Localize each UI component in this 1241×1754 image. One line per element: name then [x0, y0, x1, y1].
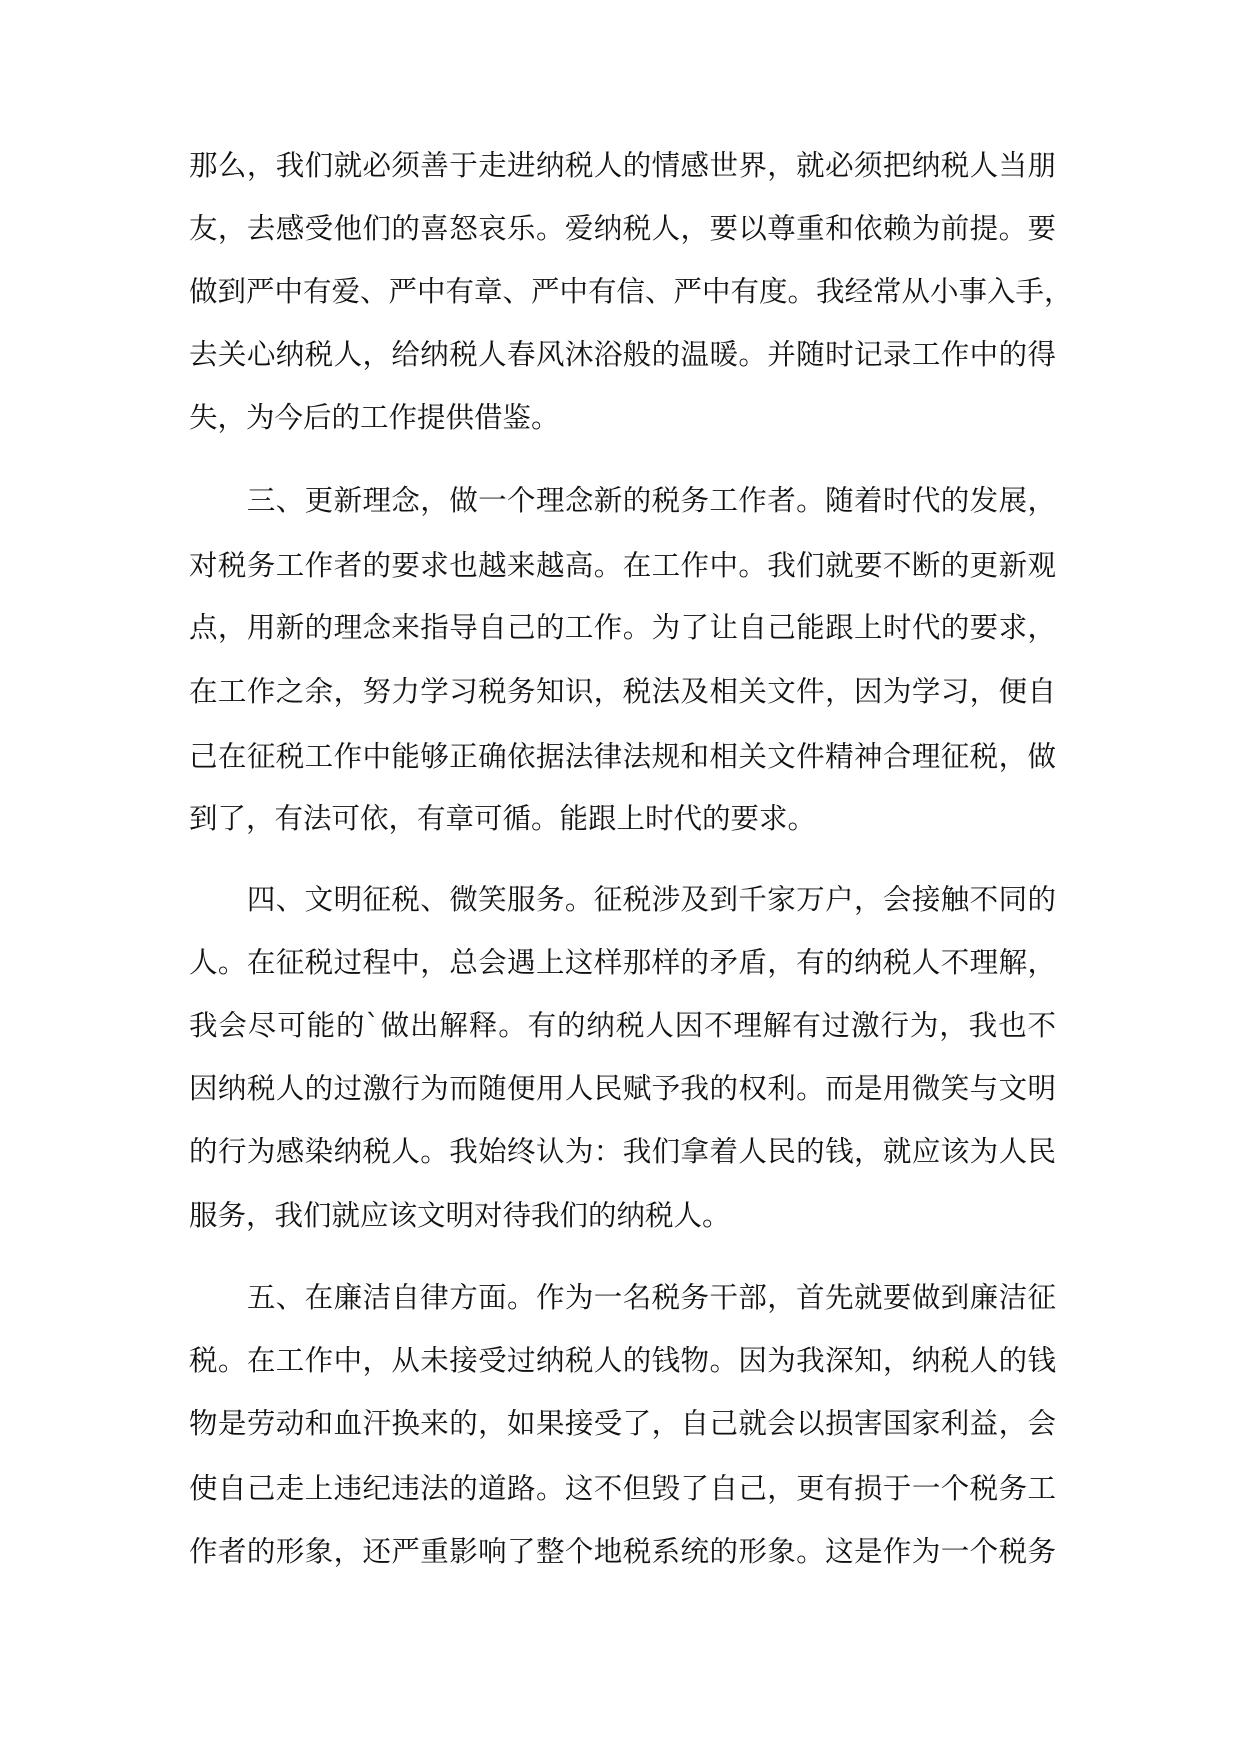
text-line: 因纳税人的过激行为而随便用人民赋予我的权利。而是用微笑与文明	[189, 1072, 1056, 1105]
text-line: 使自己走上违纪违法的道路。这不但毁了自己，更有损于一个税务工	[189, 1472, 1056, 1505]
text-line: 我会尽可能的`做出解释。有的纳税人因不理解有过激行为，我也不	[189, 1009, 1056, 1042]
text-line: 对税务工作者的要求也越来越高。在工作中。我们就要不断的更新观	[189, 549, 1056, 582]
text-line: 友，去感受他们的喜怒哀乐。爱纳税人，要以尊重和依赖为前提。要	[189, 212, 1056, 245]
text-line: 五、在廉洁自律方面。作为一名税务干部，首先就要做到廉洁征	[189, 1281, 1056, 1314]
text-line: 人。在征税过程中，总会遇上这样那样的矛盾，有的纳税人不理解，	[189, 946, 1056, 979]
text-line: 那么，我们就必须善于走进纳税人的情感世界，就必须把纳税人当朋	[189, 149, 1056, 182]
text-line: 在工作之余，努力学习税务知识，税法及相关文件，因为学习，便自	[189, 675, 1056, 708]
text-line: 去关心纳税人，给纳税人春风沐浴般的温暖。并随时记录工作中的得	[189, 338, 1056, 371]
text-line: 服务，我们就应该文明对待我们的纳税人。	[189, 1199, 731, 1232]
text-line: 物是劳动和血汗换来的，如果接受了，自己就会以损害国家利益，会	[189, 1407, 1056, 1440]
text-line: 己在征税工作中能够正确依据法律法规和相关文件精神合理征税，做	[189, 740, 1056, 773]
text-line: 税。在工作中，从未接受过纳税人的钱物。因为我深知，纳税人的钱	[189, 1344, 1056, 1377]
text-line: 的行为感染纳税人。我始终认为：我们拿着人民的钱，就应该为人民	[189, 1135, 1056, 1168]
text-line: 三、更新理念，做一个理念新的税务工作者。随着时代的发展，	[189, 484, 1056, 517]
text-line: 失，为今后的工作提供借鉴。	[189, 401, 560, 434]
text-line: 点，用新的理念来指导自己的工作。为了让自己能跟上时代的要求，	[189, 611, 1056, 644]
text-line: 作者的形象，还严重影响了整个地税系统的形象。这是作为一个税务	[189, 1535, 1056, 1568]
text-line: 做到严中有爱、严中有章、严中有信、严中有度。我经常从小事入手，	[189, 275, 1073, 308]
text-line: 四、文明征税、微笑服务。征税涉及到千家万户，会接触不同的	[189, 883, 1056, 916]
text-line: 到了，有法可依，有章可循。能跟上时代的要求。	[189, 802, 817, 835]
